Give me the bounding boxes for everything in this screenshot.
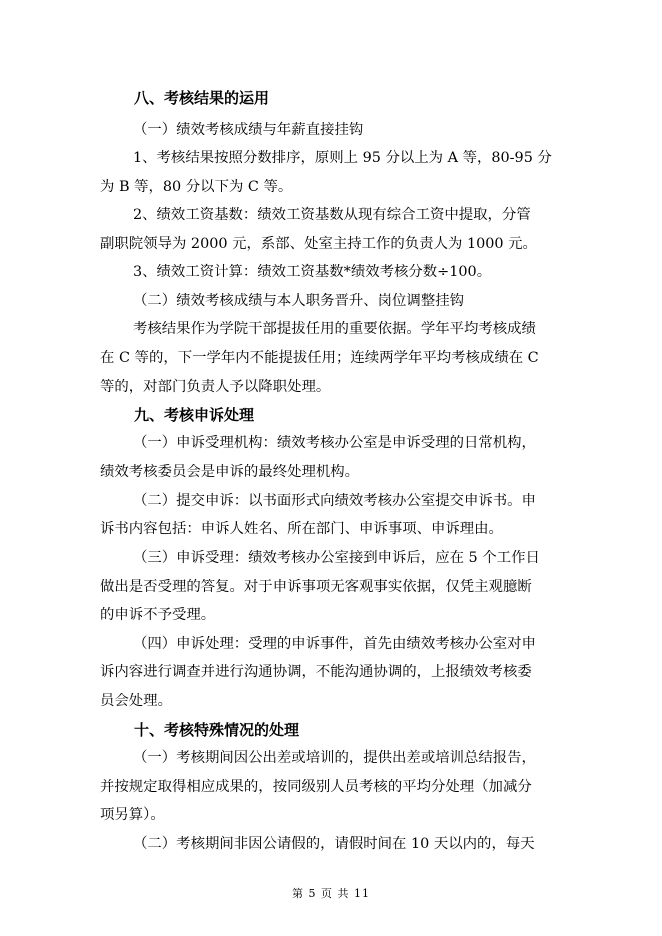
paragraph-line: 员会处理。 bbox=[100, 693, 172, 709]
paragraph-line: （三）申诉受理：绩效考核办公室接到申诉后，应在 5 个工作日 bbox=[133, 550, 540, 566]
paragraph-line: 绩效考核委员会是申诉的最终处理机构。 bbox=[100, 464, 360, 480]
paragraph-line: 做出是否受理的答复。对于申诉事项无客观事实依据，仅凭主观臆断 bbox=[100, 579, 532, 595]
paragraph-line: 1、考核结果按照分数排序，原则上 95 分以上为 A 等，80-95 分 bbox=[133, 150, 552, 166]
paragraph-line: 的申诉不予受理。 bbox=[100, 607, 216, 623]
paragraph-line: 项另算）。 bbox=[100, 807, 165, 823]
section-heading-10: 十、考核特殊情况的处理 bbox=[134, 721, 300, 739]
paragraph-line: （一）申诉受理机构：绩效考核办公室是申诉受理的日常机构， bbox=[133, 435, 536, 451]
page-number-footer: 第 5 页 共 11 bbox=[292, 887, 370, 900]
paragraph-line: 诉内容进行调查并进行沟通协调，不能沟通协调的，上报绩效考核委 bbox=[100, 664, 532, 680]
paragraph-line: 副职院领导为 2000 元，系部、处室主持工作的负责人为 1000 元。 bbox=[100, 236, 537, 252]
subheading: （一）绩效考核成绩与年薪直接挂钩 bbox=[133, 122, 364, 138]
paragraph-line: 为 B 等，80 分以下为 C 等。 bbox=[100, 179, 293, 195]
paragraph-line: （二）提交申诉：以书面形式向绩效考核办公室提交申诉书。申 bbox=[133, 493, 536, 509]
paragraph-line: 等的，对部门负责人予以降职处理。 bbox=[100, 379, 331, 395]
paragraph-line: （四）申诉处理：受理的申诉事件，首先由绩效考核办公室对申 bbox=[133, 636, 536, 652]
paragraph-line: （二）考核期间非因公请假的，请假时间在 10 天以内的，每天 bbox=[133, 836, 535, 852]
paragraph-line: 3、绩效工资计算：绩效工资基数*绩效考核分数÷100。 bbox=[133, 264, 492, 280]
paragraph-line: （一）考核期间因公出差或培训的，提供出差或培训总结报告， bbox=[133, 750, 536, 766]
section-heading-8: 八、考核结果的运用 bbox=[134, 89, 270, 107]
paragraph-line: 并按规定取得相应成果的，按同级别人员考核的平均分处理（加减分 bbox=[100, 779, 532, 795]
paragraph-line: 2、绩效工资基数：绩效工资基数从现有综合工资中提取，分管 bbox=[133, 207, 531, 223]
paragraph-line: 考核结果作为学院干部提拔任用的重要依据。学年平均考核成绩 bbox=[133, 321, 536, 337]
section-heading-9: 九、考核申诉处理 bbox=[134, 406, 255, 424]
paragraph-line: 在 C 等的，下一学年内不能提拔任用；连续两学年平均考核成绩在 C bbox=[100, 350, 539, 366]
paragraph-line: 诉书内容包括：申诉人姓名、所在部门、申诉事项、申诉理由。 bbox=[100, 521, 503, 537]
subheading: （二）绩效考核成绩与本人职务晋升、岗位调整挂钩 bbox=[133, 293, 464, 309]
